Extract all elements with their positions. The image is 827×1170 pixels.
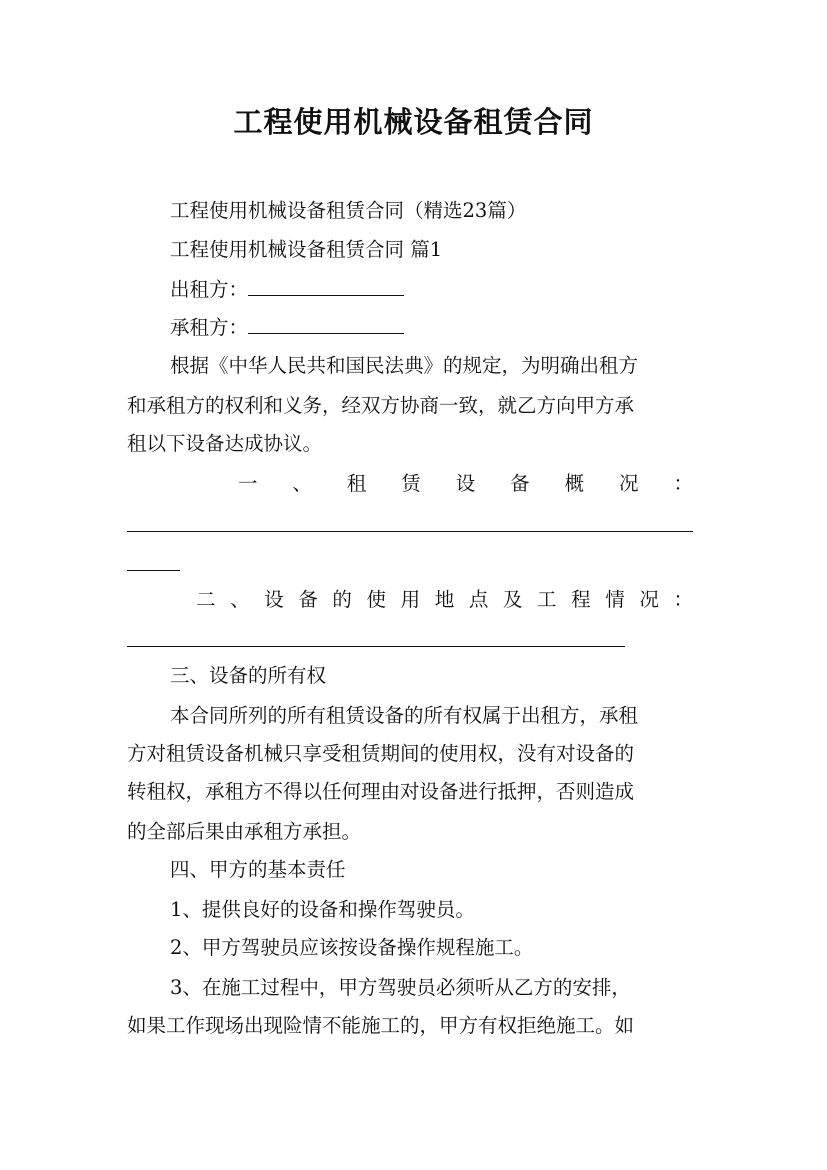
lessor-blank-line: [248, 277, 404, 296]
intro-line-1: 根据《中华人民共和国民法典》的规定，为明确出租方: [170, 354, 639, 377]
clause1-blank-line: [127, 531, 693, 532]
lessee-field: [170, 314, 707, 342]
document-subtitle: 工程使用机械设备租赁合同（精选23篇）: [170, 199, 527, 222]
lessee-blank-line: [248, 315, 404, 334]
clause4-item-3: 3、在施工过程中，甲方驾驶员必须听从乙方的安排，: [170, 976, 631, 999]
intro-line-3: 租以下设备达成协议。: [127, 432, 323, 455]
document-title: 工程使用机械设备租赁合同: [233, 105, 594, 139]
clause1-blank-line-cont: [127, 570, 180, 571]
clause2-blank-line: [127, 646, 625, 647]
clause3-line-1: 本合同所列的所有租赁设备的所有权属于出租方，承租: [170, 704, 639, 727]
lessee-label: 承租方：: [170, 316, 249, 339]
clause4-heading: 四、甲方的基本责任: [170, 858, 346, 881]
clause3-line-4: 的全部后果由承租方承担。: [127, 820, 362, 843]
intro-line-2: 和承租方的权利和义务，经双方协商一致，就乙方向甲方承: [127, 394, 635, 417]
clause4-item-3-continuation: 如果工作现场出现险情不能施工的，甲方有权拒绝施工。如: [127, 1014, 635, 1037]
clause4-item-2: 2、甲方驾驶员应该按设备操作规程施工。: [170, 936, 534, 959]
clause3-heading: 三、设备的所有权: [170, 664, 327, 687]
clause1-heading: 一、租赁设备概况：: [238, 472, 693, 495]
lessor-label: 出租方：: [170, 278, 249, 301]
clause4-item-1: 1、提供良好的设备和操作驾驶员。: [170, 898, 475, 921]
clause3-line-2: 方对租赁设备机械只享受租赁期间的使用权，没有对设备的: [127, 742, 635, 765]
clause2-heading: 二、设备的使用地点及工程情况：: [196, 588, 693, 611]
clause3-line-3: 转租权，承租方不得以任何理由对设备进行抵押，否则造成: [127, 780, 635, 803]
lessor-field: [170, 276, 707, 304]
section-heading: 工程使用机械设备租赁合同 篇1: [170, 238, 443, 261]
